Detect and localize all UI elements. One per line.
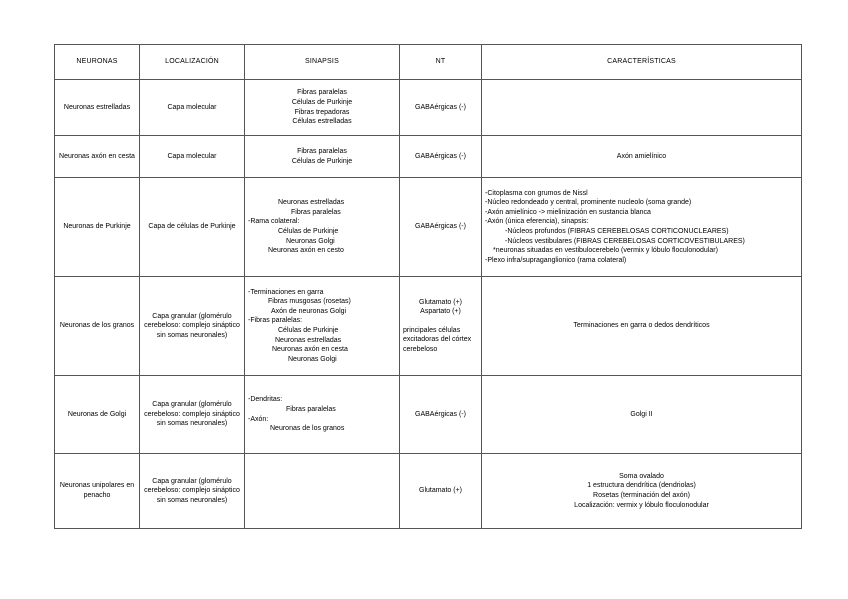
sinapsis-line: Neuronas Golgi: [286, 237, 335, 245]
sinapsis-line: Neuronas de los granos: [270, 425, 345, 433]
table-row: [55, 277, 802, 376]
caracteristica-line: *neuronas situadas en vestibulocerebelo (vermix y lóbulo floculonodular): [493, 247, 718, 255]
localizacion-cell: Capa de células de Purkinje: [140, 178, 245, 277]
sinapsis-line: Neuronas axón en cesto: [268, 247, 344, 255]
header-nt: NT: [400, 45, 482, 80]
sinapsis-line: Fibras paralelas: [297, 147, 347, 155]
sinapsis-cell: [245, 80, 400, 136]
sinapsis-line: Neuronas estrelladas: [275, 336, 342, 344]
sinapsis-line: Neuronas axón en cesta: [272, 346, 348, 354]
localizacion-cell: Capa granular (glomérulo cerebeloso: complejo sináptico sin somas neuronales): [140, 277, 245, 376]
neurona-cell: Neuronas axón en cesta: [55, 136, 140, 178]
neurona-cell: Neuronas de Purkinje: [55, 178, 140, 277]
table-row: [55, 136, 802, 178]
caracteristicas-cell: [482, 178, 802, 277]
header-neuronas: NEURONAS: [55, 45, 140, 80]
neurona-cell: Neuronas de los granos: [55, 277, 140, 376]
caracteristica-line: -Axón amielínico -> mielinización en sustancia blanca: [485, 208, 651, 216]
caracteristicas-cell: Axón amielínico: [482, 136, 802, 178]
sinapsis-cell: [245, 136, 400, 178]
caracteristica-line: -Núcleos profundos (FIBRAS CEREBELOSAS CORTICONUCLEARES): [505, 228, 729, 235]
neurona-cell: Neuronas de Golgi: [55, 376, 140, 454]
localizacion-cell: Capa molecular: [140, 136, 245, 178]
header-sinapsis: SINAPSIS: [245, 45, 400, 80]
table-row: [55, 454, 802, 529]
caracteristica-line: -Núcleos vestibulares (FIBRAS CEREBELOSAS CORTICOVESTIBULARES): [505, 237, 745, 245]
sinapsis-cell: [245, 277, 400, 376]
caracteristica-line: Soma ovalado: [619, 472, 664, 480]
sinapsis-cell: [245, 454, 400, 529]
caracteristica-line: Localización: vermix y lóbulo floculonodular: [574, 501, 709, 509]
sinapsis-line: -Rama colateral:: [248, 218, 300, 226]
neurona-cell: Neuronas unipolares en penacho: [55, 454, 140, 529]
neurona-cell: Neuronas estrelladas: [55, 80, 140, 136]
nt-cell: Glutamato (+): [400, 454, 482, 529]
sinapsis-line: Neuronas estrelladas: [278, 199, 345, 207]
sinapsis-line: Células de Purkinje: [291, 157, 353, 165]
nt-line: Aspartato (+): [420, 308, 461, 316]
nt-cell: [400, 277, 482, 376]
sinapsis-line: Células de Purkinje: [278, 228, 339, 235]
sinapsis-line: Fibras paralelas: [291, 208, 341, 216]
sinapsis-line: -Fibras paralelas:: [248, 317, 303, 325]
sinapsis-line: Fibras trepadoras: [294, 108, 350, 116]
nt-cell: GABAérgicas (-): [400, 178, 482, 277]
sinapsis-line: Axón de neuronas Golgi: [271, 307, 347, 315]
nt-line: Glutamato (+): [419, 298, 462, 306]
header-caracteristicas: CARACTERÍSTICAS: [482, 45, 802, 80]
neurons-table: [54, 44, 802, 529]
caracteristicas-cell: Golgi II: [482, 376, 802, 454]
nt-cell: GABAérgicas (-): [400, 80, 482, 136]
sinapsis-line: -Axón:: [248, 415, 269, 423]
table-row: [55, 376, 802, 454]
spacer: [403, 317, 478, 326]
nt-cell: GABAérgicas (-): [400, 376, 482, 454]
caracteristica-line: -Axón (única eferencia), sinapsis:: [485, 218, 589, 226]
sinapsis-line: Células estrelladas: [292, 118, 352, 126]
localizacion-cell: Capa molecular: [140, 80, 245, 136]
nt-note: principales células excitadoras del córtex cerebeloso: [403, 326, 472, 353]
localizacion-cell: Capa granular (glomérulo cerebeloso: complejo sináptico sin somas neuronales): [140, 454, 245, 529]
header-localizacion: LOCALIZACIÓN: [140, 45, 245, 80]
localizacion-cell: Capa granular (glomérulo cerebeloso: complejo sináptico sin somas neuronales): [140, 376, 245, 454]
sinapsis-line: -Dendritas:: [248, 396, 283, 404]
sinapsis-line: Fibras paralelas: [297, 89, 347, 97]
sinapsis-line: Fibras paralelas: [286, 405, 336, 413]
caracteristicas-cell: [482, 80, 802, 136]
table-row: [55, 80, 802, 136]
table-row: [55, 178, 802, 277]
caracteristica-line: Rosetas (terminación del axón): [593, 492, 690, 499]
caracteristica-line: -Citoplasma con grumos de Nissl: [485, 189, 588, 197]
sinapsis-line: Células de Purkinje: [278, 327, 339, 334]
caracteristica-line: 1 estructura dendrítica (dendriolas): [587, 482, 696, 490]
caracteristicas-cell: [482, 454, 802, 529]
header-row: [55, 45, 802, 80]
caracteristica-line: -Núcleo redondeado y central, prominente nucleolo (soma grande): [485, 199, 692, 207]
sinapsis-line: -Terminaciones en garra: [248, 288, 324, 296]
caracteristicas-cell: Terminaciones en garra o dedos dendríticos: [482, 277, 802, 376]
sinapsis-cell: [245, 178, 400, 277]
sinapsis-cell: [245, 376, 400, 454]
nt-cell: GABAérgicas (-): [400, 136, 482, 178]
caracteristica-line: -Plexo infra/supraganglionico (rama colateral): [485, 256, 627, 264]
sinapsis-line: Células de Purkinje: [291, 98, 353, 106]
sinapsis-line: Fibras musgosas (rosetas): [268, 298, 351, 306]
sinapsis-line: Neuronas Golgi: [288, 355, 337, 363]
